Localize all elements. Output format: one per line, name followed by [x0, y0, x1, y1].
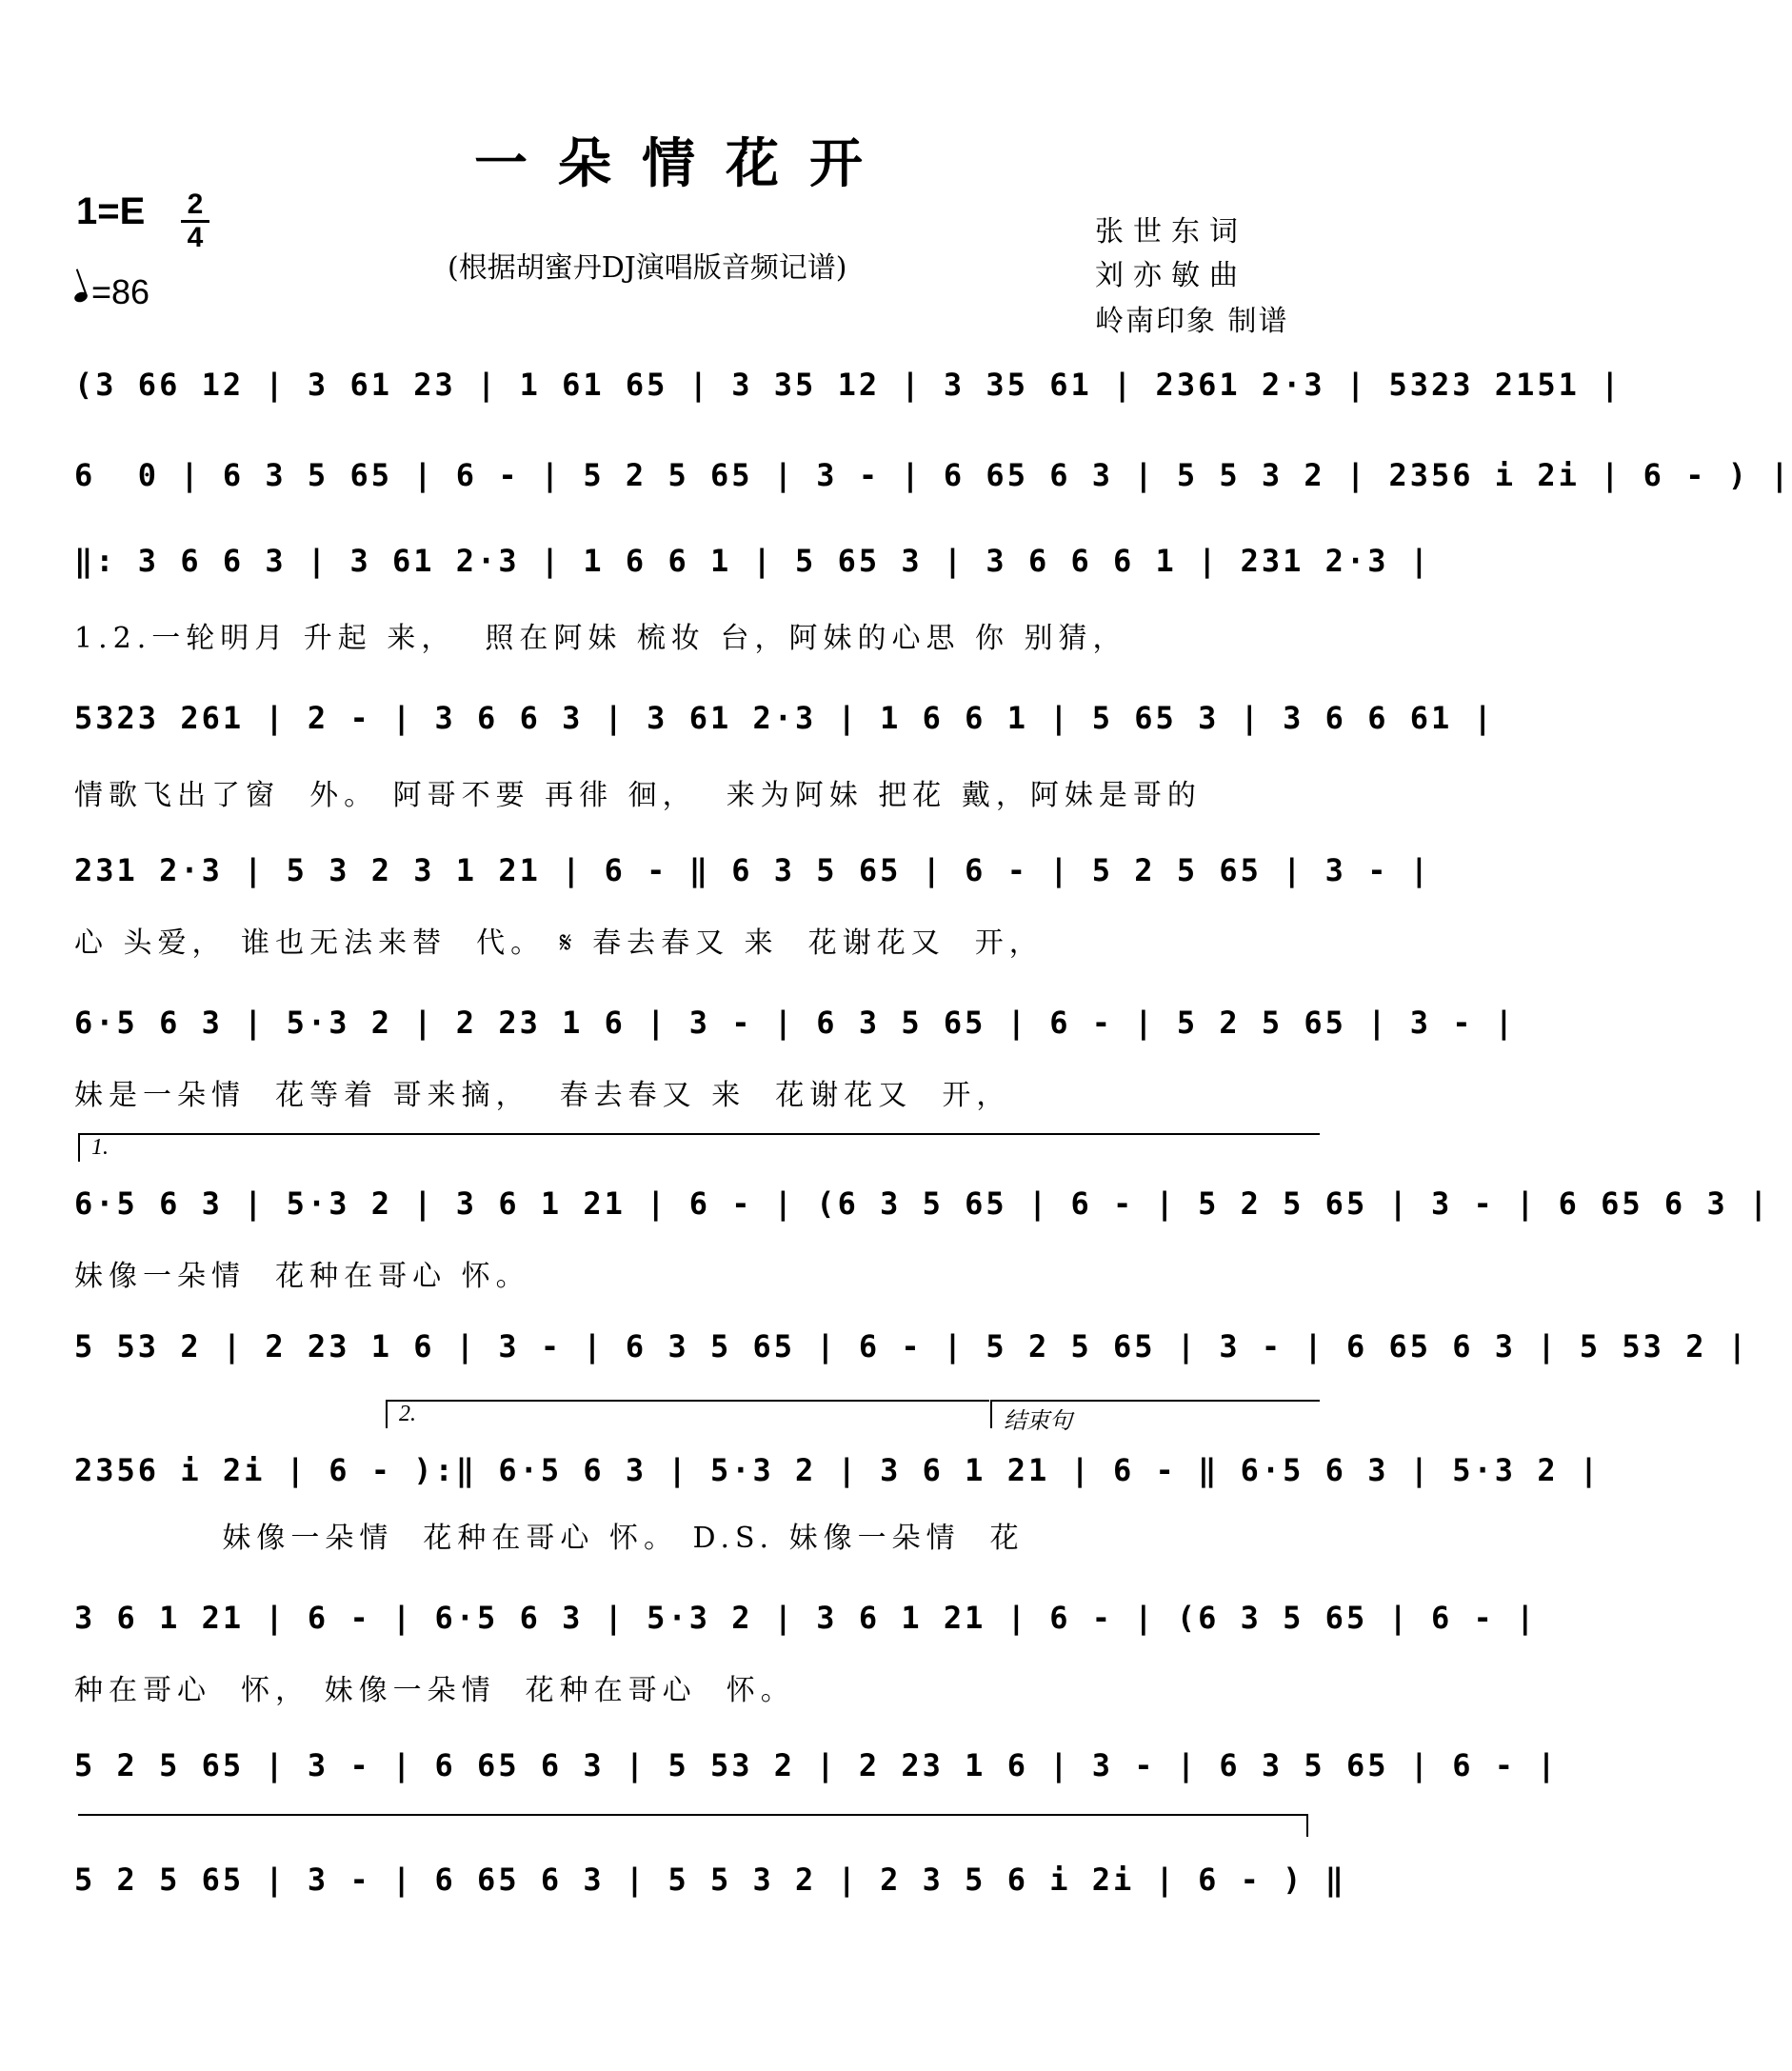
staff-line-1: (3 66 12 | 3 61 23 | 1 61 65 | 3 35 12 | 3 35 61 | 2361 2·3 | 5323 2151 | [74, 367, 1623, 403]
lyric-line-6: 妹是一朵情 花等着 哥来摘， 春去春又 来 花谢花又 开， [74, 1079, 1011, 1112]
lyric-line-5: 心 头爱， 谁也无法来替 代。 𝄋 春去春又 来 花谢花又 开， [74, 926, 1044, 960]
tempo-value: =86 [91, 272, 150, 311]
lyric-line-4: 情歌飞出了窗 外。 阿哥不要 再徘 徊， 来为阿妹 把花 戴，阿妹是哥的 [74, 779, 1202, 812]
staff-line-5: 231 2·3 | 5 3 2 3 1 21 | 6 - ‖ 6 3 5 65 | 6 - | 5 2 5 65 | 3 - | [74, 852, 1431, 888]
lyric-line-9: 妹像一朵情 花种在哥心 怀。 D.S. 妹像一朵情 花 [74, 1522, 1025, 1555]
final-line-bracket [78, 1814, 1308, 1837]
staff-line-4: 5323 261 | 2 - | 3 6 6 3 | 3 61 2·3 | 1 6 6 1 | 5 65 3 | 3 6 6 61 | [74, 700, 1495, 736]
staff-line-10: 3 6 1 21 | 6 - | 6·5 6 3 | 5·3 2 | 3 6 1 21 | 6 - | (6 3 5 65 | 6 - | [74, 1600, 1538, 1636]
staff-line-8: 5 53 2 | 2 23 1 6 | 3 - | 6 3 5 65 | 6 - | 5 2 5 65 | 3 - | 6 65 6 3 | 5 53 2 | [74, 1328, 1749, 1364]
volta-1: 1. [78, 1133, 1320, 1162]
composer-credit: 刘亦敏曲 [1095, 259, 1247, 292]
time-numerator: 2 [187, 189, 204, 220]
staff-line-7: 6·5 6 3 | 5·3 2 | 3 6 1 21 | 6 - | (6 3 5 65 | 6 - | 5 2 5 65 | 3 - | 6 65 6 3 | [74, 1185, 1771, 1222]
staff-line-2: 6 0 | 6 3 5 65 | 6 - | 5 2 5 65 | 3 - | 6 65 6 3 | 5 5 3 2 | 2356 i 2i | 6 - ) | [74, 457, 1792, 493]
quarter-note-icon [73, 290, 90, 304]
lyric-line-3: 1.2.一轮明月 升起 来， 照在阿妹 梳妆 台，阿妹的心思 你 别猜， [74, 622, 1127, 655]
song-title: 一朵情花开 [474, 132, 893, 195]
tempo-marking [74, 272, 149, 312]
time-signature [181, 190, 209, 252]
subtitle: (根据胡蜜丹DJ演唱版音频记谱) [448, 251, 847, 285]
lyric-line-7: 妹像一朵情 花种在哥心 怀。 [74, 1260, 530, 1293]
staff-line-3: ‖: 3 6 6 3 | 3 61 2·3 | 1 6 6 1 | 5 65 3 | 3 6 6 6 1 | 231 2·3 | [74, 543, 1431, 579]
volta-2: 2. [386, 1400, 989, 1428]
lyricist-credit: 张世东词 [1095, 215, 1247, 249]
engraver-credit: 岭南印象 制谱 [1095, 305, 1289, 338]
staff-line-6: 6·5 6 3 | 5·3 2 | 2 23 1 6 | 3 - | 6 3 5 65 | 6 - | 5 2 5 65 | 3 - | [74, 1005, 1517, 1041]
key-signature: 1=E [76, 190, 146, 232]
staff-line-11: 5 2 5 65 | 3 - | 6 65 6 3 | 5 53 2 | 2 23 1 6 | 3 - | 6 3 5 65 | 6 - | [74, 1747, 1559, 1783]
lyric-line-10: 种在哥心 怀， 妹像一朵情 花种在哥心 怀。 [74, 1674, 795, 1707]
staff-line-12: 5 2 5 65 | 3 - | 6 65 6 3 | 5 5 3 2 | 2 3 5 6 i 2i | 6 - ) ‖ [74, 1862, 1346, 1898]
ending-phrase-bracket: 结束句 [990, 1400, 1320, 1428]
staff-line-9: 2356 i 2i | 6 - ):‖ 6·5 6 3 | 5·3 2 | 3 6 1 21 | 6 - ‖ 6·5 6 3 | 5·3 2 | [74, 1452, 1602, 1488]
time-denominator: 4 [187, 222, 204, 253]
